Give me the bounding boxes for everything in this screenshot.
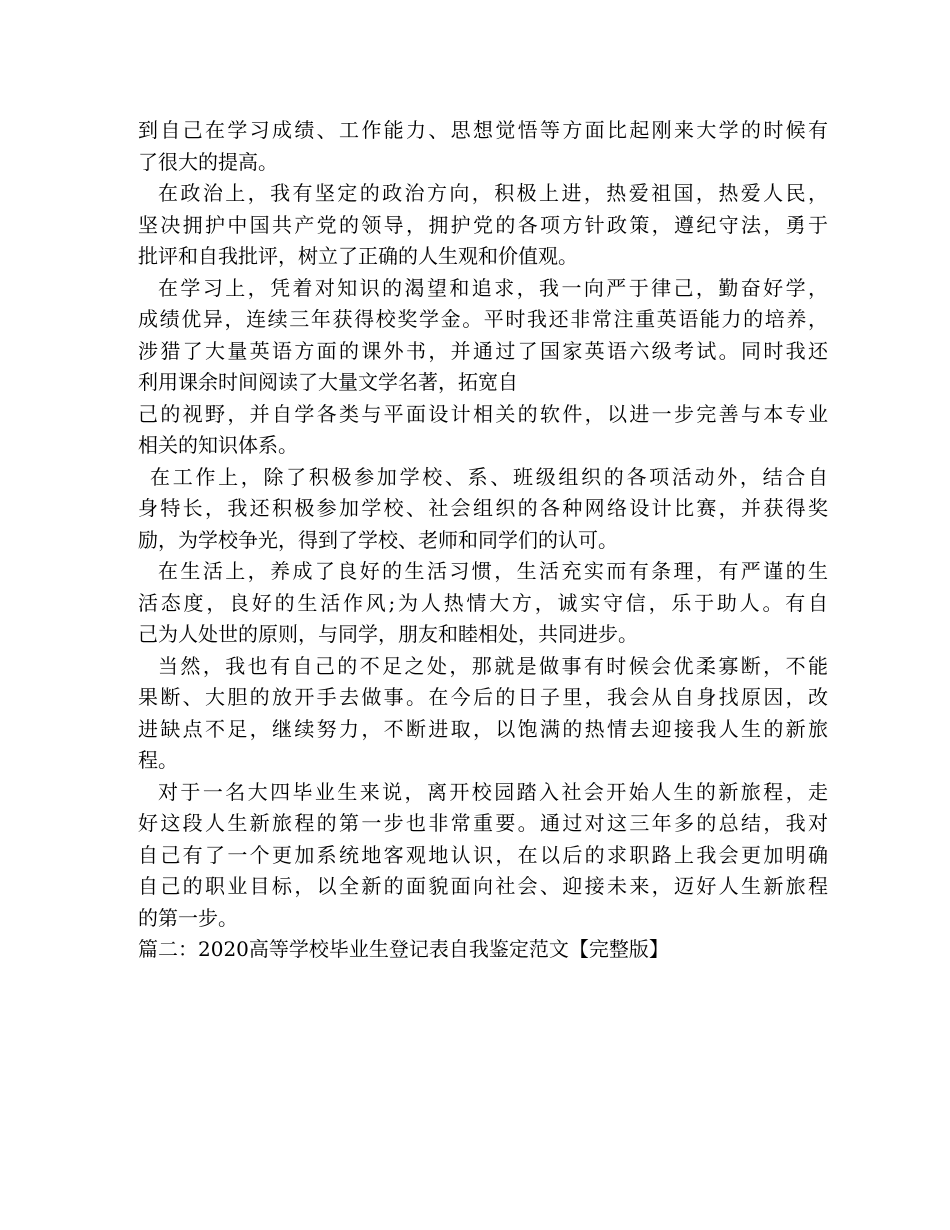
text-line: 了很大的提高。 <box>138 149 278 174</box>
text-line: 自己有了一个更加系统地客观地认识，在以后的求职路上我会更加明确 <box>138 842 828 867</box>
text-line: 程。 <box>138 748 178 772</box>
text-line: 进缺点不足，继续努力，不断进取，以饱满的热情去迎接我人生的新旅 <box>138 716 828 741</box>
text-line: 的第一步。 <box>138 905 238 930</box>
section-heading: 篇二：2020高等学校毕业生登记表自我鉴定范文【完整版】 <box>138 937 669 961</box>
text-line: 批评和自我批评，树立了正确的人生观和价值观。 <box>138 244 578 268</box>
paragraph-shortcomings-start: 当然，我也有自己的不足之处，那就是做事有时候会优柔寡断，不能 <box>158 653 828 678</box>
text-line: 励，为学校争光，得到了学校、老师和同学们的认可。 <box>138 527 618 552</box>
paragraph-politics-start: 在政治上，我有坚定的政治方向，积极上进，热爱祖国，热爱人民， <box>158 181 828 205</box>
text-line: 果断、大胆的放开手去做事。在今后的日子里，我会从自身找原因，改 <box>138 685 828 709</box>
text-line: 己为人处世的原则，与同学，朋友和睦相处，共同进步。 <box>138 622 638 646</box>
text-line: 利用课余时间阅读了大量文学名著，拓宽自 <box>138 370 518 394</box>
text-line: 活态度，良好的生活作风;为人热情大方，诚实守信，乐于助人。有自 <box>138 590 828 615</box>
text-line: 涉猎了大量英语方面的课外书，并通过了国家英语六级考试。同时我还 <box>138 338 828 363</box>
paragraph-study-start: 在学习上，凭着对知识的渴望和追求，我一向严于律己，勤奋好学， <box>158 275 828 300</box>
text-line: 身特长，我还积极参加学校、社会组织的各种网络设计比赛，并获得奖 <box>138 496 828 520</box>
text-line: 好这段人生新旅程的第一步也非常重要。通过对这三年多的总结，我对 <box>138 811 828 835</box>
text-line: 己的视野，并自学各类与平面设计相关的软件，以进一步完善与本专业 <box>138 401 828 426</box>
text-line: 坚决拥护中国共产党的领导，拥护党的各项方针政策，遵纪守法，勇于 <box>138 212 828 237</box>
paragraph-work-start: 在工作上，除了积极参加学校、系、班级组织的各项活动外，结合自 <box>150 464 828 489</box>
paragraph-conclusion-start: 对于一名大四毕业生来说，离开校园踏入社会开始人生的新旅程，走 <box>158 779 828 804</box>
document-body <box>138 115 828 966</box>
text-line: 相关的知识体系。 <box>138 433 298 457</box>
paragraph-life-start: 在生活上，养成了良好的生活习惯，生活充实而有条理，有严谨的生 <box>158 559 828 583</box>
text-line: 成绩优异，连续三年获得校奖学金。平时我还非常注重英语能力的培养， <box>138 307 828 331</box>
text-line: 到自己在学习成绩、工作能力、思想觉悟等方面比起刚来大学的时候有 <box>138 118 828 142</box>
text-line: 自己的职业目标，以全新的面貌面向社会、迎接未来，迈好人生新旅程 <box>138 874 828 898</box>
